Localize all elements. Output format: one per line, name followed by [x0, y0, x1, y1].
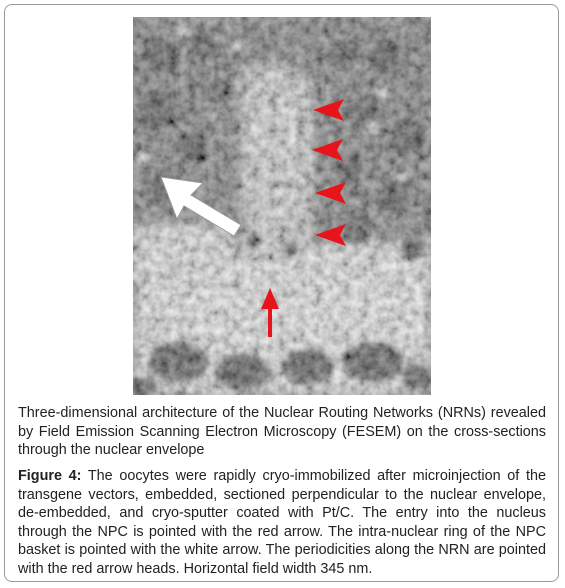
micrograph-caption: Three-dimensional architecture of the Nuclear Routing Networks (NRNs) revealed by Field Emission Scanning Electron Microscopy (FESEM) on the cross-sections through the nuclear envelope [18, 405, 546, 458]
fesem-micrograph [133, 17, 431, 395]
figure-caption-text: The oocytes were rapidly cryo-immobilized after microinjection of the transgene vectors, embedded, sectioned perpendicular to the nuclear envelope, de-embedded, and cryo-sputter coated with Pt/C. The entry into the nucleus through the NPC is pointed with the red arrow. The intra-nuclear ring of the NPC basket is pointed with the white arrow. The periodicities along the NRN are pointed with the red arrow heads. Horizontal field width 345 nm. [18, 468, 546, 577]
figure-caption [18, 467, 546, 578]
figure-label: Figure 4: [18, 468, 82, 484]
